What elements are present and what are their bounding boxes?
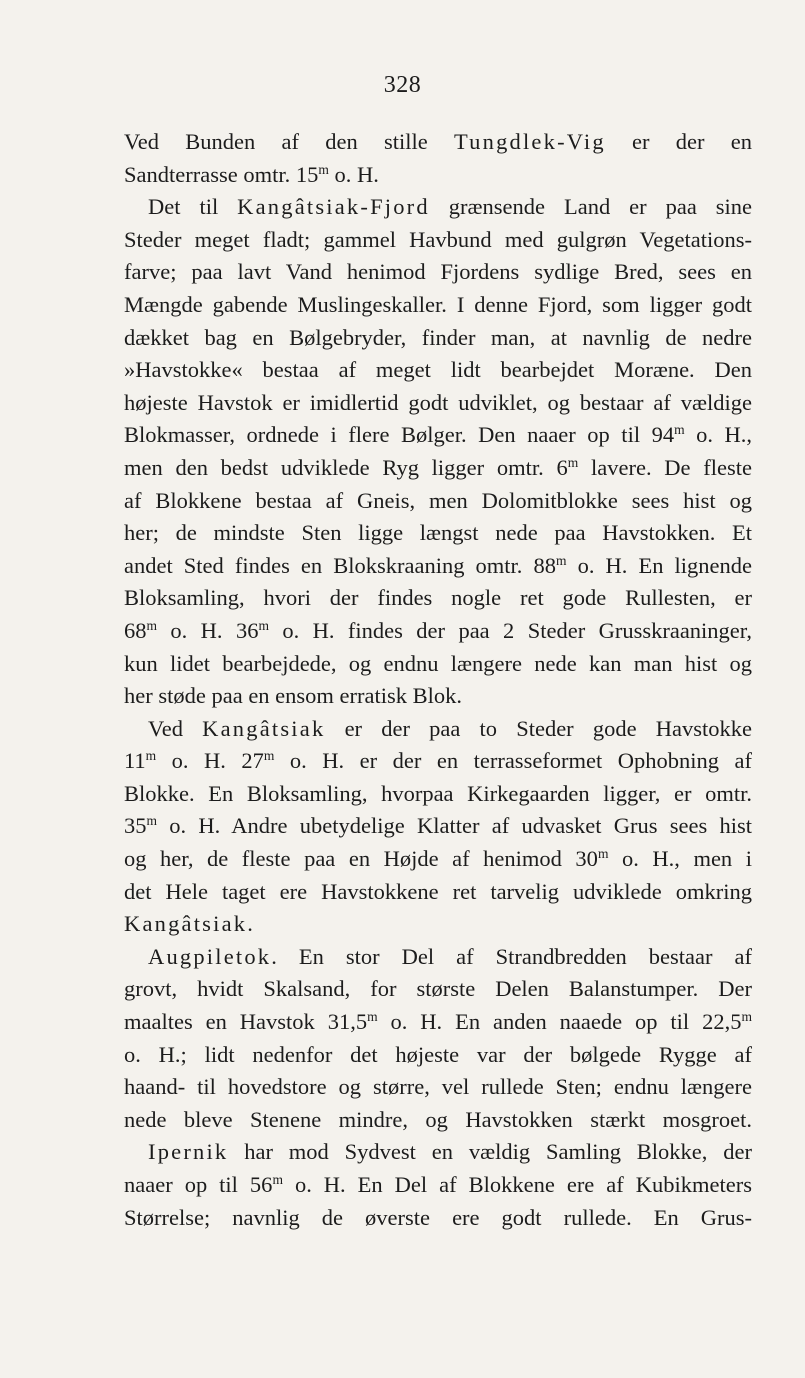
text-line <box>124 876 752 909</box>
text-line <box>124 126 752 159</box>
unit-superscript: m <box>258 617 269 633</box>
body-text <box>124 126 752 1234</box>
text-line <box>124 1071 752 1104</box>
text-run: o. H., men i <box>608 846 752 872</box>
text-run: o. H. er der en terrasseformet Ophobning af <box>274 748 752 774</box>
text-line <box>124 1202 752 1235</box>
text-run: o. H. 27 <box>156 748 264 774</box>
text-run: Det til <box>148 194 238 220</box>
text-line <box>124 745 752 778</box>
unit-superscript: m <box>146 813 158 829</box>
text-run: Sandterrasse omtr. 15 <box>124 161 319 187</box>
text-run: kun lidet bearbejdede, og endnu længere nede kan man hist og <box>124 650 752 676</box>
text-line <box>124 941 752 974</box>
text-run: og her, de fleste paa en Højde af henimod 30 <box>124 846 598 872</box>
text-line <box>124 843 752 876</box>
text-line <box>124 517 752 550</box>
text-run: 68 <box>124 617 147 643</box>
text-line <box>124 485 752 518</box>
text-run: det Hele taget ere Havstokkene ret tarvelig udviklede omkring <box>124 878 752 904</box>
unit-superscript: m <box>597 845 609 861</box>
text-run: o. H., <box>684 422 753 448</box>
unit-superscript: m <box>367 1008 378 1024</box>
text-run: her; de mindste Sten ligge længst nede paa Havstokken. Et <box>124 520 752 546</box>
unit-superscript: m <box>741 1008 752 1024</box>
unit-superscript: m <box>555 552 567 568</box>
text-line <box>124 713 752 746</box>
text-line <box>124 973 752 1006</box>
text-line <box>124 1136 752 1169</box>
unit-superscript: m <box>263 748 275 764</box>
text-run: maaltes en Havstok 31,5 <box>124 1009 368 1035</box>
text-run: Størrelse; navnlig de øverste ere godt rullede. En Grus- <box>124 1204 752 1230</box>
text-line <box>124 354 752 387</box>
text-run: o. H. 36 <box>157 617 259 643</box>
place-name: Kangâtsiak <box>124 911 248 937</box>
text-line <box>124 615 752 648</box>
text-run: grovt, hvidt Skalsand, for største Delen Balanstumper. Der <box>124 976 752 1002</box>
text-run: o. H. findes der paa 2 Steder Grusskraaninger, <box>268 617 753 643</box>
text-run: o. H. En anden naaede op til 22,5 <box>377 1009 742 1035</box>
text-line <box>124 810 752 843</box>
unit-superscript: m <box>567 454 579 470</box>
text-run: Steder meget fladt; gammel Havbund med gulgrøn Vegetations- <box>124 226 752 252</box>
text-run: . En stor Del af Strandbredden bestaar af <box>271 943 752 969</box>
text-run: farve; paa lavt Vand henimod Fjordens sydlige Bred, sees en <box>124 259 752 285</box>
text-line <box>124 1169 752 1202</box>
text-run: nede bleve Stenene mindre, og Havstokken stærkt mosgroet. <box>124 1106 752 1132</box>
unit-superscript: m <box>272 1171 283 1187</box>
place-name: Kangâtsiak-Fjord <box>237 194 430 220</box>
text-line <box>124 452 752 485</box>
text-run: o. H.; lidt nedenfor det højeste var der bølgede Rygge af <box>124 1041 752 1067</box>
text-run: af Blokkene bestaa af Gneis, men Dolomitblokke sees hist og <box>124 487 752 513</box>
text-line <box>124 159 752 192</box>
text-line <box>124 908 752 941</box>
text-line <box>124 387 752 420</box>
unit-superscript: m <box>318 161 329 177</box>
text-run: naaer op til 56 <box>124 1172 273 1197</box>
text-line <box>124 191 752 224</box>
text-run: o. H. Andre ubetydelige Klatter af udvasket Grus sees hist <box>157 813 752 839</box>
text-run: har mod Sydvest en vældig Samling Blokke, der <box>228 1139 752 1165</box>
text-run: o. H. <box>328 161 379 187</box>
text-line <box>124 1039 752 1072</box>
place-name: Kangâtsiak <box>202 715 326 741</box>
text-run: lavere. De fleste <box>578 454 752 480</box>
text-run: er der en <box>605 129 753 154</box>
text-run: Ved Bunden af den stille <box>124 129 455 154</box>
text-run: Bloksamling, hvori der findes nogle ret gode Rullesten, er <box>124 585 752 611</box>
text-run: andet Sted findes en Blokskraaning omtr. 88 <box>124 552 556 578</box>
text-line <box>124 680 752 713</box>
text-run: her støde paa en ensom erratisk Blok. <box>124 683 463 709</box>
text-run: 35 <box>124 813 147 839</box>
text-run: højeste Havstok er imidlertid godt udviklet, og bestaar af vældige <box>124 389 752 415</box>
text-run: »Havstokke« bestaa af meget lidt bearbejdet Moræne. Den <box>124 357 752 383</box>
text-run: Blokke. En Bloksamling, hvorpaa Kirkegaarden ligger, er omtr. <box>124 780 752 806</box>
text-run: haand- til hovedstore og større, vel rullede Sten; endnu længere <box>124 1074 752 1100</box>
place-name: Tungdlek-Vig <box>454 129 606 154</box>
text-run: er der paa to Steder gode Havstokke <box>325 715 752 741</box>
text-run: o. H. En lignende <box>566 552 752 578</box>
place-name: Augpiletok <box>148 943 272 969</box>
text-line <box>124 550 752 583</box>
text-run: o. H. En Del af Blokkene ere af Kubikmeters <box>282 1172 752 1197</box>
text-run: grænsende Land er paa sine <box>429 194 752 220</box>
text-line <box>124 256 752 289</box>
text-line <box>124 1104 752 1137</box>
text-line <box>124 289 752 322</box>
place-name: Ipernik <box>148 1139 229 1165</box>
text-line <box>124 419 752 452</box>
unit-superscript: m <box>674 422 685 438</box>
unit-superscript: m <box>146 617 158 633</box>
text-line <box>124 1006 752 1039</box>
text-run: men den bedst udviklede Ryg ligger omtr. 6 <box>124 454 568 480</box>
text-line <box>124 224 752 257</box>
text-line <box>124 322 752 355</box>
unit-superscript: m <box>145 748 157 764</box>
text-run: Blokmasser, ordnede i flere Bølger. Den naaer op til 94 <box>124 422 675 448</box>
text-line <box>124 648 752 681</box>
page-number: 328 <box>383 72 422 98</box>
text-run: Mængde gabende Muslingeskaller. I denne Fjord, som ligger godt <box>124 291 752 317</box>
text-run: 11 <box>124 748 146 774</box>
text-run: Ved <box>148 715 203 741</box>
text-line <box>124 582 752 615</box>
text-run: . <box>247 911 253 937</box>
text-run: dækket bag en Bølgebryder, finder man, at navnlig de nedre <box>124 324 752 350</box>
text-line <box>124 778 752 811</box>
